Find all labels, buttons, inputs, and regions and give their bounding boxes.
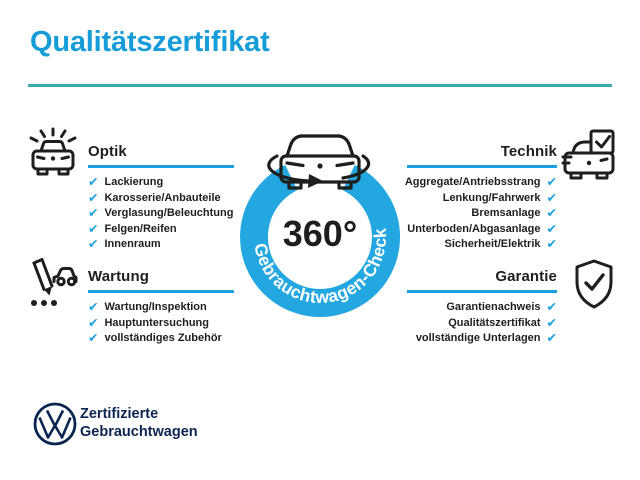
checklist-item (407, 190, 557, 206)
checklist-label: vollständige Unterlagen (415, 332, 541, 345)
check-icon: ✔ (546, 300, 557, 315)
badge-360-check (215, 110, 425, 340)
shield-check-icon (573, 258, 615, 310)
checklist-item (404, 175, 557, 191)
check-icon: ✔ (88, 175, 99, 190)
check-icon: ✔ (88, 331, 99, 346)
checklist-label: Verglasung/Beleuchtung (104, 207, 234, 220)
checklist-item (88, 300, 234, 316)
checklist-label: Sicherheit/Elektrik (444, 238, 541, 251)
section-optik-title: Optik (88, 143, 127, 160)
check-icon: ✔ (546, 206, 557, 221)
checklist-label: Lenkung/Fahrwerk (442, 191, 541, 204)
section-garantie-title: Garantie (495, 268, 557, 285)
section-rule (407, 290, 557, 293)
checklist-item (407, 315, 557, 331)
checklist-item (88, 237, 234, 253)
checklist-item (407, 331, 557, 347)
checklist-label: Felgen/Reifen (104, 222, 177, 235)
check-icon: ✔ (546, 221, 557, 236)
title-divider (28, 84, 612, 87)
section-garantie (407, 268, 557, 346)
checklist-item (88, 331, 234, 347)
checklist-label: Innenraum (104, 238, 161, 251)
section-wartung-list (88, 300, 234, 347)
check-icon: ✔ (88, 315, 99, 330)
section-technik-list (404, 175, 557, 253)
checklist-label: Bremsanlage (471, 207, 541, 220)
section-wartung (88, 268, 234, 346)
checklist-label: Unterboden/Abgasanlage (407, 222, 541, 235)
checklist-item (88, 206, 234, 222)
check-icon: ✔ (88, 300, 99, 315)
ring-curved-text: Gebrauchtwagen-Check (250, 227, 391, 308)
check-icon: ✔ (88, 206, 99, 221)
checklist-label: Aggregate/Antriebsstrang (404, 176, 541, 189)
checklist-label: Lackierung (104, 176, 164, 189)
checklist-item (407, 221, 557, 237)
section-technik-title: Technik (500, 143, 557, 160)
checklist-item (88, 190, 234, 206)
section-rule (407, 165, 557, 168)
section-wartung-title: Wartung (88, 268, 149, 285)
section-rule (88, 290, 234, 293)
section-optik-list (88, 175, 234, 253)
section-garantie-list (407, 300, 557, 347)
checklist-item (88, 315, 234, 331)
footer-claim-line1: Zertifizierte (80, 406, 159, 422)
car-shine-icon (26, 127, 80, 183)
checklist-label: Garantienachweis (446, 301, 541, 314)
section-technik (404, 143, 557, 252)
footer-claim-line2: Gebrauchtwagen (80, 424, 198, 440)
degree-label: 360° (282, 213, 358, 254)
checklist-item (407, 206, 557, 222)
checklist-item (88, 175, 234, 191)
checklist-item (407, 300, 557, 316)
check-icon: ✔ (546, 175, 557, 190)
vw-logo (32, 401, 78, 447)
check-icon: ✔ (546, 315, 557, 330)
check-icon: ✔ (546, 237, 557, 252)
page-title: Qualitätszertifikat (30, 26, 270, 58)
check-icon: ✔ (88, 237, 99, 252)
checklist-item (88, 221, 234, 237)
checklist-label: Wartung/Inspektion (104, 301, 207, 314)
checklist-label: Qualitätszertifikat (448, 316, 541, 329)
car-checkbox-icon (561, 129, 617, 183)
checklist-label: Karosserie/Anbauteile (104, 191, 221, 204)
section-optik (88, 143, 234, 252)
checklist-label: Hauptuntersuchung (104, 316, 209, 329)
checklist-label: vollständiges Zubehör (104, 332, 222, 345)
check-icon: ✔ (546, 190, 557, 205)
checklist-item (407, 237, 557, 253)
footer-claim (80, 405, 198, 441)
check-icon: ✔ (546, 331, 557, 346)
section-rule (88, 165, 234, 168)
service-record-icon (26, 256, 78, 310)
check-icon: ✔ (88, 221, 99, 236)
check-icon: ✔ (88, 190, 99, 205)
